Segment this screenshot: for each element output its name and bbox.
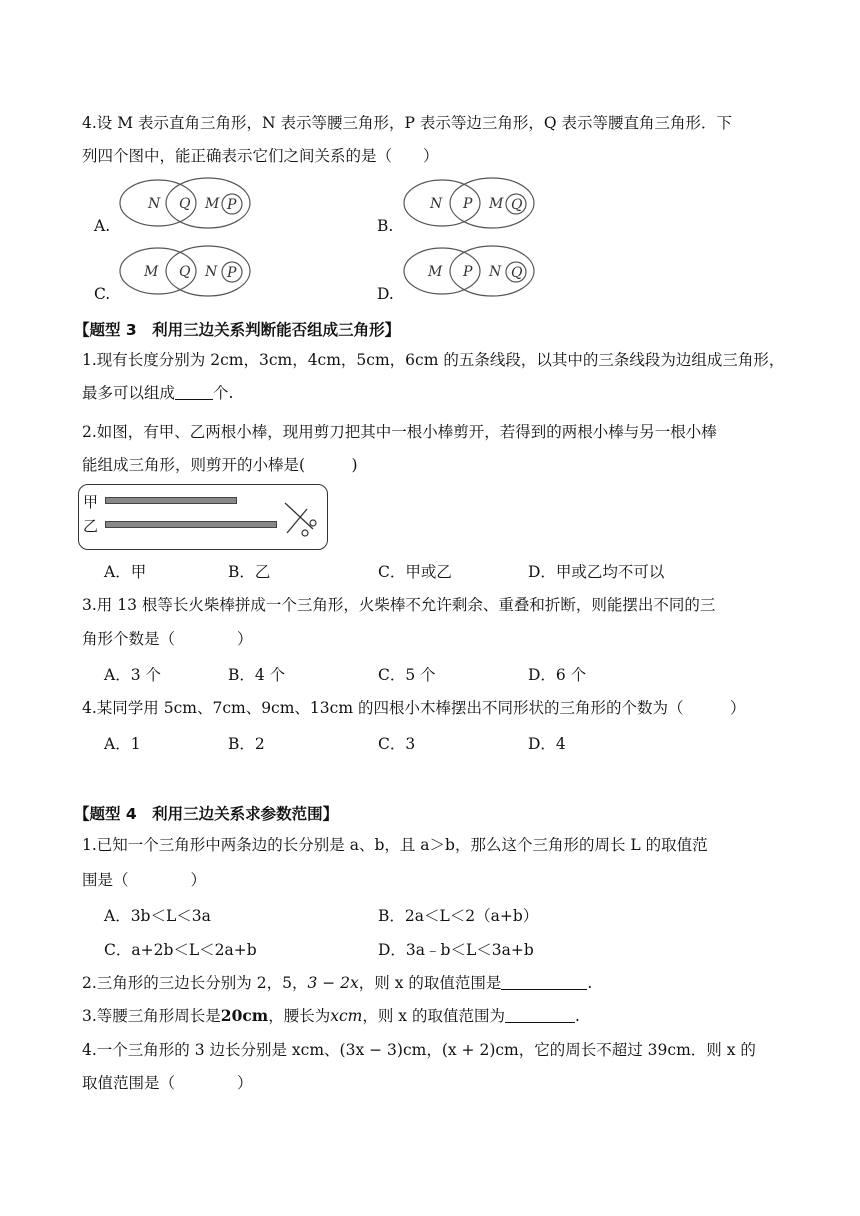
s3-q4-line: 4.某同学用 5cm、7cm、9cm、13cm 的四根小木棒摆出不同形状的三角形的个数为（ ）: [82, 699, 746, 717]
s4-q3-line: [82, 1005, 580, 1027]
s4-q2-end: .: [587, 974, 593, 992]
s4-q3-text-b: ，腰长为: [268, 1007, 331, 1025]
s4-q4-line1: 4.一个三角形的 3 边长分别是 xcm、(3x − 3)cm，(x + 2)cm，它的周长不超过 39cm．则 x 的: [82, 1041, 756, 1059]
s3-q1-text-a: 最多可以组成: [82, 384, 176, 402]
s4-q2-text-b: ，则 x 的取值范围是: [358, 974, 502, 992]
s3-q2-option-d: D．甲或乙均不可以: [528, 563, 665, 581]
venn-b-label-2: P: [463, 196, 473, 212]
s4-q1-option-a: A．3b＜L＜3a: [104, 907, 211, 925]
s3-q4-option-a: A．1: [104, 735, 141, 753]
venn-d-label-2: P: [463, 264, 473, 280]
venn-c-label-2: Q: [179, 264, 191, 280]
section4-title: 【题型 4 利用三边关系求参数范围】: [74, 805, 339, 823]
s3-q2-option-c: C．甲或乙: [378, 563, 452, 581]
q4-set-line2: 列四个图中，能正确表示它们之间关系的是（ ）: [82, 147, 439, 165]
venn-a-label-3: M: [205, 196, 220, 212]
s4-q2-expr: 3 − 2x: [307, 974, 359, 992]
s3-q3-line1: 3.用 13 根等长火柴棒拼成一个三角形，火柴棒不允许剩余、重叠和折断，则能摆出不同的三: [82, 596, 716, 614]
s4-q4-line2: 取值范围是（ ）: [82, 1074, 253, 1092]
venn-diagram-b: [402, 176, 538, 232]
venn-a-label-4: P: [227, 197, 237, 213]
s4-q1-option-c: C．a+2b＜L＜2a+b: [104, 941, 257, 959]
stick-label-yi: 乙: [83, 517, 99, 535]
venn-b-label-3: M: [489, 196, 504, 212]
section3-title: 【题型 3 利用三边关系判断能否组成三角形】: [74, 321, 401, 339]
venn-b-label-4: Q: [511, 197, 523, 213]
s4-q3-perimeter: 20cm: [220, 1006, 269, 1025]
s3-q1-blank: [175, 383, 213, 400]
s4-q3-text-c: ，则 x 的取值范围为: [362, 1007, 505, 1025]
venn-a-label-2: Q: [179, 196, 191, 212]
s3-q4-option-c: C．3: [378, 735, 416, 753]
venn-c-label-3: N: [205, 264, 218, 280]
s4-q1-line1: 1.已知一个三角形中两条边的长分别是 a、b，且 a＞b，那么这个三角形的周长 L 的取值范: [82, 836, 708, 854]
s3-q1-text-b: 个.: [213, 384, 234, 402]
scissors-icon: [283, 499, 319, 539]
venn-d-label-1: M: [428, 264, 443, 280]
s3-q1-line1: 1.现有长度分别为 2cm，3cm，4cm，5cm，6cm 的五条线段，以其中的三条线段为边组成三角形，: [82, 351, 785, 369]
s4-q1-option-b: B．2a＜L＜2（a+b）: [378, 907, 539, 925]
s3-q2-option-a: A．甲: [104, 563, 147, 581]
venn-a-label-1: N: [148, 196, 161, 212]
venn-d-label-4: Q: [511, 265, 523, 281]
venn-d-label-3: N: [489, 264, 502, 280]
s3-q3-option-d: D．6 个: [528, 666, 587, 684]
venn-option-a-label: A.: [94, 217, 111, 235]
s4-q3-text-a: 3.等腰三角形周长是: [82, 1007, 221, 1025]
s3-q1-line2: [82, 382, 233, 404]
stick-jia: [105, 497, 237, 504]
s3-q4-option-d: D．4: [528, 735, 566, 753]
s3-q3-option-b: B．4 个: [228, 666, 286, 684]
venn-diagram-c: [118, 244, 254, 300]
s4-q3-end: .: [574, 1007, 580, 1025]
venn-option-b-label: B.: [377, 217, 394, 235]
s4-q1-option-d: D．3a﹣b＜L＜3a+b: [378, 941, 534, 959]
stick-label-jia: 甲: [83, 493, 99, 511]
s3-q2-line2: 能组成三角形，则剪开的小棒是( ): [82, 456, 358, 474]
s4-q3-leg: xcm: [330, 1007, 363, 1025]
venn-b-label-1: N: [430, 196, 443, 212]
venn-diagram-d: [402, 244, 538, 300]
venn-diagram-a: [118, 176, 254, 232]
s3-q2-option-b: B．乙: [228, 563, 271, 581]
sticks-figure: [78, 484, 328, 550]
s3-q3-option-c: C．5 个: [378, 666, 436, 684]
s4-q3-blank: [505, 1006, 575, 1023]
s3-q3-line2: 角形个数是（ ）: [82, 630, 253, 648]
q4-set-line1: 4.设 M 表示直角三角形，N 表示等腰三角形，P 表示等边三角形，Q 表示等腰直角三角形．下: [82, 114, 732, 132]
s4-q2-text-a: 2.三角形的三边长分别为 2，5，: [82, 974, 308, 992]
s3-q4-option-b: B．2: [228, 735, 265, 753]
s3-q2-line1: 2.如图，有甲、乙两根小棒，现用剪刀把其中一根小棒剪开，若得到的两根小棒与另一根小棒: [82, 423, 717, 441]
s3-q3-option-a: A．3 个: [104, 666, 161, 684]
s4-q2-blank: [501, 973, 587, 990]
s4-q2-line: [82, 972, 592, 994]
venn-c-label-4: P: [227, 265, 237, 281]
venn-c-label-1: M: [144, 264, 159, 280]
stick-yi: [105, 521, 277, 528]
venn-option-d-label: D.: [377, 285, 394, 303]
s4-q1-line2: 围是（ ）: [82, 871, 207, 889]
venn-option-c-label: C.: [94, 285, 111, 303]
